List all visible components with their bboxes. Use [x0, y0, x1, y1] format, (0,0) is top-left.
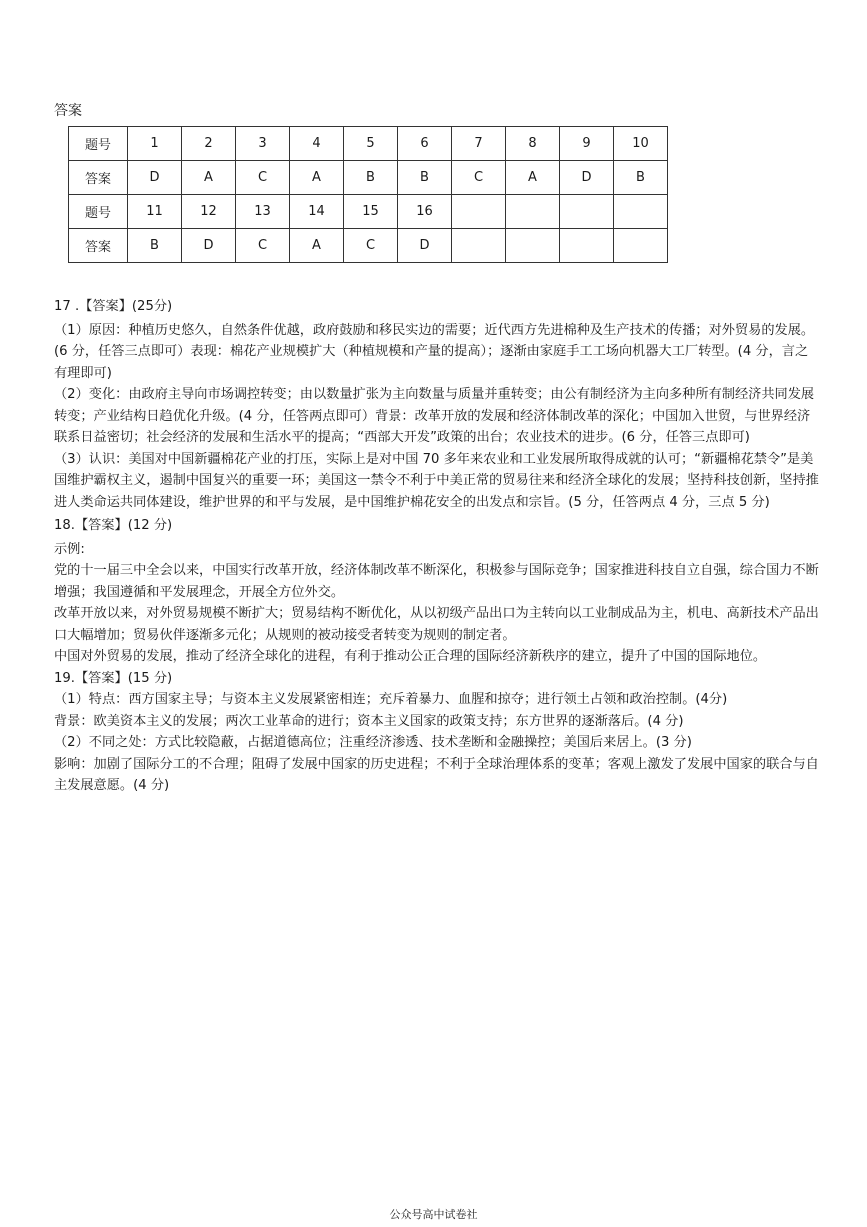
table-cell: C [344, 229, 398, 263]
table-cell: 10 [614, 127, 668, 161]
q19-part1: （1）特点：西方国家主导；与资本主义发展紧密相连；充斥着暴力、血腥和掠夺；进行领土占领和政治控制。(4分) [54, 692, 728, 707]
table-cell [506, 195, 560, 229]
table-cell: 4 [290, 127, 344, 161]
table-cell: A [506, 161, 560, 195]
table-cell [560, 195, 614, 229]
table-row [69, 161, 668, 195]
table-cell [614, 195, 668, 229]
row-label: 答案 [69, 229, 128, 263]
table-row [69, 229, 668, 263]
table-cell: 12 [182, 195, 236, 229]
answer-body [54, 296, 820, 797]
table-cell [614, 229, 668, 263]
table-cell: 9 [560, 127, 614, 161]
table-cell: 1 [128, 127, 182, 161]
q19-title: 19.【答案】(15 分) [54, 670, 173, 686]
table-cell: A [290, 229, 344, 263]
answer-table [68, 126, 668, 263]
q17-part2: （2）变化：由政府主导向市场调控转变；由以数量扩张为主向数量与质量并重转变；由公有制经济为主向多种所有制经济共同发展转变；产业结构日趋优化升级。(4 分，任答两点即可）背景：改革开放的发展和经济体制改革的深化；中国加入世贸，与世界经济联系日益密切；社会经济的发展和生活水平的提高；“西部大开发”政策的出台；农业技术的进步。(6 分，任答三点即可) [54, 387, 815, 445]
table-cell: 15 [344, 195, 398, 229]
table-cell: 16 [398, 195, 452, 229]
table-cell: C [452, 161, 506, 195]
q18-title: 18.【答案】(12 分) [54, 518, 173, 533]
q19-part2: （2）不同之处：方式比较隐蔽，占据道德高位；注重经济渗透、技术垄断和金融操控；美国后来居上。(3 分) [54, 735, 692, 750]
table-cell: 8 [506, 127, 560, 161]
table-cell: D [398, 229, 452, 263]
table-cell [506, 229, 560, 263]
table-cell: 2 [182, 127, 236, 161]
table-cell [560, 229, 614, 263]
table-cell [452, 195, 506, 229]
q17-part3: （3）认识：美国对中国新疆棉花产业的打压，实际上是对中国 70 多年来农业和工业发展所取得成就的认可；“新疆棉花禁令”是美国维护霸权主义，遏制中国复兴的重要一环；美国这一禁令不利于中美正常的贸易往来和经济全球化的发展；坚持科技创新，坚持推进人类命运共同体建设，维护世界的和平与发展，是中国维护棉花安全的出发点和宗旨。(5 分，任答两点 4 分，三点 5 分) [54, 451, 819, 510]
table-cell: 7 [452, 127, 506, 161]
table-cell: A [182, 161, 236, 195]
q18-para3: 中国对外贸易的发展，推动了经济全球化的进程，有利于推动公正合理的国际经济新秩序的建立，提升了中国的国际地位。 [54, 649, 767, 664]
table-cell: D [182, 229, 236, 263]
q17-part1: （1）原因：种植历史悠久，自然条件优越，政府鼓励和移民实边的需要；近代西方先进棉种及生产技术的传播；对外贸易的发展。(6 分，任答三点即可）表现：棉花产业规模扩大（种植规模和产量的提高）；逐渐由家庭手工工场向机器大工厂转型。(4 分，言之有理即可) [54, 322, 815, 381]
table-cell: 14 [290, 195, 344, 229]
answers-heading: 答案 [54, 103, 82, 119]
q18-para1: 党的十一届三中全会以来，中国实行改革开放，经济体制改革不断深化，积极参与国际竞争；国家推进科技自立自强，综合国力不断增强；我国遵循和平发展理念，开展全方位外交。 [54, 563, 819, 600]
table-cell: A [290, 161, 344, 195]
row-label: 题号 [69, 195, 128, 229]
table-cell: 11 [128, 195, 182, 229]
q17-title: 17 .【答案】(25分) [54, 299, 173, 314]
table-row [69, 127, 668, 161]
footer-watermark: 公众号高中试卷社 [389, 1208, 478, 1221]
row-label: 题号 [69, 127, 128, 161]
table-row [69, 195, 668, 229]
table-cell: C [236, 229, 290, 263]
q18-example-label: 示例: [54, 541, 85, 557]
table-cell: C [236, 161, 290, 195]
table-cell: B [398, 161, 452, 195]
table-cell: B [128, 229, 182, 263]
table-cell: D [128, 161, 182, 195]
q19-background: 背景：欧美资本主义的发展；两次工业革命的进行；资本主义国家的政策支持；东方世界的逐渐落后。(4 分) [54, 713, 684, 729]
table-cell: D [560, 161, 614, 195]
table-cell [452, 229, 506, 263]
row-label: 答案 [69, 161, 128, 195]
table-cell: 3 [236, 127, 290, 161]
q18-para2: 改革开放以来，对外贸易规模不断扩大；贸易结构不断优化，从以初级产品出口为主转向以工业制成品为主，机电、高新技术产品出口大幅增加；贸易伙伴逐渐多元化；从规则的被动接受者转变为规则的制定者。 [54, 606, 819, 643]
table-cell: 5 [344, 127, 398, 161]
table-cell: B [614, 161, 668, 195]
q19-impact: 影响：加剧了国际分工的不合理；阻碍了发展中国家的历史进程；不利于全球治理体系的变革；客观上激发了发展中国家的联合与自主发展意愿。(4 分) [54, 756, 819, 793]
table-cell: 6 [398, 127, 452, 161]
table-cell: B [344, 161, 398, 195]
table-cell: 13 [236, 195, 290, 229]
